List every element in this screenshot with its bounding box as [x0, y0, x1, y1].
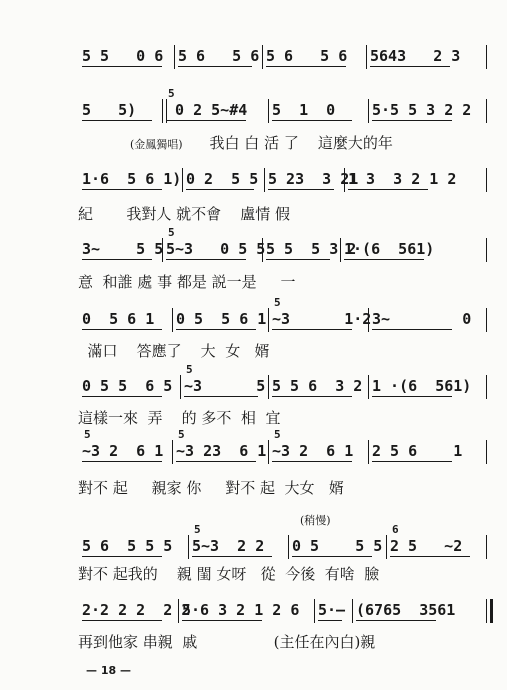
barline — [486, 440, 487, 464]
staff-system — [78, 296, 486, 335]
barline — [174, 45, 175, 69]
grace-note: 5 — [186, 363, 193, 376]
duration-underline — [370, 66, 450, 67]
duration-underline — [372, 396, 452, 397]
measure-notes: ~3 1·2 — [272, 310, 372, 328]
measure-notes: 3~ 5 5 — [82, 240, 164, 258]
barline — [352, 599, 353, 623]
measure-notes: 1 ·(6 561) — [372, 377, 472, 395]
staff-system — [78, 42, 486, 72]
duration-underline — [82, 396, 162, 397]
staff-system — [78, 87, 486, 126]
duration-underline — [390, 556, 470, 557]
grace-note: 5 — [274, 296, 281, 309]
measure-notes: 0 5 5 5 — [292, 537, 383, 555]
measure-notes: 5643 2 3 — [370, 47, 461, 65]
barline — [264, 168, 265, 192]
barline — [368, 440, 369, 464]
duration-underline — [176, 461, 256, 462]
duration-underline — [272, 120, 352, 121]
barline — [262, 45, 263, 69]
measure-notes: ~3 2 6 1 — [82, 442, 164, 460]
duration-underline — [268, 189, 334, 190]
barline — [486, 599, 493, 623]
duration-underline — [372, 461, 452, 462]
barline — [182, 168, 183, 192]
duration-underline — [184, 396, 258, 397]
measure-notes: 5~3 2 2 — [192, 537, 265, 555]
barline — [486, 308, 487, 332]
grace-note: 6 — [392, 523, 399, 536]
barline — [172, 308, 173, 332]
measure-notes: 5 5 0 6 — [82, 47, 164, 65]
grace-note: 5 — [178, 428, 185, 441]
duration-underline — [182, 620, 262, 621]
measure-notes: 2 5 6 1 — [372, 442, 463, 460]
measure-notes: 0 5 6 1 — [82, 310, 155, 328]
lyric-line: 意 和誰 處 事 都是 説一是 一 — [78, 273, 296, 291]
duration-underline — [166, 120, 246, 121]
staff-system — [78, 596, 486, 626]
measure-notes: 5·— — [318, 601, 346, 619]
barline — [314, 599, 315, 623]
measure-notes: 1 3 3 2 1 2 — [348, 170, 457, 188]
measure-notes: 5·6 3 2 1 2 6 — [182, 601, 300, 619]
duration-underline — [356, 620, 436, 621]
measure-notes: 5 5) — [82, 101, 137, 119]
duration-underline — [372, 120, 452, 121]
measure-notes: ~3 5 — [184, 377, 266, 395]
lyric-line: 對不 起我的 親 閨 女呀 從 今後 有啥 臉 — [78, 565, 380, 583]
grace-note: 5 — [84, 428, 91, 441]
barline — [268, 308, 269, 332]
duration-underline — [82, 556, 162, 557]
duration-underline — [82, 329, 162, 330]
duration-underline — [176, 329, 256, 330]
duration-underline — [82, 461, 162, 462]
barline — [288, 535, 289, 559]
staff-system — [78, 428, 486, 467]
duration-underline — [82, 189, 162, 190]
duration-underline — [166, 259, 246, 260]
barline — [486, 535, 487, 559]
barline — [188, 535, 189, 559]
barline — [486, 375, 487, 399]
lyric-line — [78, 70, 488, 92]
measure-notes: (6765 3561 — [356, 601, 456, 619]
barline — [486, 45, 487, 69]
barline — [268, 99, 269, 123]
barline — [368, 99, 369, 123]
measure-notes: 3~ 0 — [372, 310, 472, 328]
grace-note: 5 — [168, 87, 175, 100]
duration-underline — [272, 461, 352, 462]
grace-note: 5 — [194, 523, 201, 536]
duration-underline — [272, 329, 352, 330]
staff-system — [78, 363, 486, 402]
lyric-line: 紀 我對人 就不會 盧情 假 — [78, 205, 290, 223]
barline — [172, 440, 173, 464]
barline — [486, 99, 487, 123]
duration-underline — [82, 120, 152, 121]
duration-underline — [344, 259, 424, 260]
measure-notes: 0 2 5 5 — [186, 170, 259, 188]
measure-notes: 1·(6 561) — [344, 240, 435, 258]
barline — [368, 375, 369, 399]
duration-underline — [178, 66, 252, 67]
measure-notes: 5 5 6 3 2 — [272, 377, 363, 395]
lyric-line: 滿口 答應了 大 女 婿 — [78, 342, 270, 360]
lyric-line: 這樣一來 弄 的 多不 相 宜 — [78, 409, 281, 427]
grace-note: 5 — [274, 428, 281, 441]
measure-notes: 0 5 5 6 5 — [82, 377, 173, 395]
duration-underline — [82, 620, 162, 621]
measure-notes: 5 6 5 6 — [266, 47, 348, 65]
duration-underline — [266, 66, 346, 67]
measure-notes: 5·5 5 3 2 2 — [372, 101, 472, 119]
measure-notes: 2 5 ~2 — [390, 537, 463, 555]
barline — [486, 168, 487, 192]
duration-underline — [318, 620, 342, 621]
barline — [366, 45, 367, 69]
performance-annotation: (金鳳獨唱) — [130, 138, 183, 151]
barline — [268, 375, 269, 399]
duration-underline — [186, 189, 254, 190]
barline — [180, 375, 181, 399]
measure-notes: 5 6 5 6 — [178, 47, 260, 65]
barline — [268, 440, 269, 464]
barline — [486, 238, 487, 262]
barline — [386, 535, 387, 559]
duration-underline — [372, 329, 452, 330]
measure-notes: 5 23 3 21 — [268, 170, 359, 188]
measure-notes: 5 1 0 — [272, 101, 336, 119]
measure-notes: 0 5 5 6 1 — [176, 310, 267, 328]
duration-underline — [292, 556, 372, 557]
grace-note: 5 — [168, 226, 175, 239]
staff-system — [78, 523, 486, 562]
measure-notes: ~3 2 6 1 — [272, 442, 354, 460]
measure-notes: ~3 23 6 1 — [176, 442, 267, 460]
measure-notes: 1·6 5 6 1) — [82, 170, 182, 188]
duration-underline — [266, 259, 330, 260]
lyric-line: 我白 白 活 了 這麼大的年 — [200, 134, 393, 152]
measure-notes: 0 2 5~#4 — [166, 101, 248, 119]
duration-underline — [348, 189, 428, 190]
staff-system — [78, 226, 486, 265]
staff-system — [78, 165, 486, 195]
duration-underline — [272, 396, 352, 397]
measure-notes: 2·2 2 2 2 2 — [82, 601, 191, 619]
duration-underline — [82, 259, 152, 260]
measure-notes: 5 5 5 3 2 — [266, 240, 357, 258]
page-number: — 18 — — [86, 664, 131, 677]
performance-annotation: (稍慢) — [300, 514, 331, 527]
lyric-line: 再到他家 串親 戚 (主任在內白)親 — [78, 633, 376, 651]
measure-notes: 5 6 5 5 5 — [82, 537, 173, 555]
measure-notes: 5~3 0 5 5 — [166, 240, 266, 258]
duration-underline — [82, 66, 162, 67]
lyric-line: 對不 起 親家 你 對不 起 大女 婿 — [78, 479, 344, 497]
duration-underline — [192, 556, 272, 557]
